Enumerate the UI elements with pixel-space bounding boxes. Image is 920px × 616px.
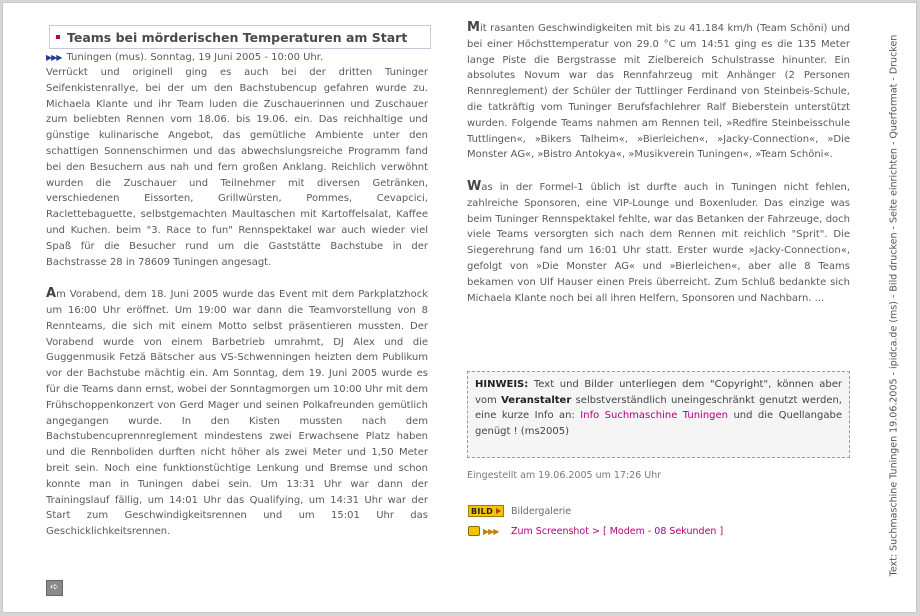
page-setup-link[interactable]: Seite einrichten — [888, 147, 900, 223]
dateline-text: Tuningen (mus). Sonntag, 19 Juni 2005 - 10:00 Uhr. — [66, 51, 324, 63]
info-link[interactable]: Info Suchmaschine Tuningen — [580, 410, 729, 421]
landscape-link[interactable]: Querformat — [888, 83, 900, 139]
notice-label: HINWEIS: — [475, 379, 529, 390]
separator: - — [888, 222, 900, 233]
notice-text: Text und Bilder unterliegen dem "Copyright", können aber vom — [475, 379, 842, 406]
bild-icon[interactable] — [468, 505, 504, 517]
notice-organizer: Veranstalter — [501, 394, 572, 406]
triple-arrow-icon: ▶▶▶ — [46, 52, 62, 62]
print-image-link[interactable]: Bild drucken — [888, 232, 900, 292]
separator: - — [888, 73, 900, 84]
paragraph: Was in der Formel-1 üblich ist durfte auch in Tuningen nicht fehlen, zahlreiche Sponsoren, eine VIP-Lounge und Boxenluder. Das einzige was beim Tuninger Rennspektakel fehlte, war das Betanken der Fahrzeuge, doch viele Teams versorgten sich nach dem Rennen mit reichlich "Sprit". Die Siegerehrung fand um 16:01 Uhr statt. Erster wurde »Jacky-Connection«, gefolgt von »Die Monster AG« und »Bierleichen«, aber alle 8 Teams bekamen von Ulf Hauser einen Preis überreicht. Zum Schluß bedankte sich Michaela Klante noch bei all ihren Helfern, Sponsoren und Nachbarn. ... — [467, 178, 850, 304]
print-link[interactable]: Drucken — [888, 34, 900, 74]
next-arrow-icon: ➪ — [50, 582, 59, 593]
paragraph: Am Vorabend, dem 18. Juni 2005 wurde das Event mit dem Parkplatzhock um 16:00 Uhr eröffnet. Um 19:00 war dann die Teamvorstellung von 8 Rennteams, die sich mit einem Motto selbst präsentieren mussten. Der Vorabend wurde von einem Barbetrieb umrahmt, DJ Alex und die Guggenmusik Fetzä Bätscher aus VS-Schwenningen heizten dem Publikum vor der Bachstube mächtig ein. Am Sonntag, dem 19. Juni 2005 wurde es für die Teams dann ernst, wobei der Sonntagmorgen um 10:00 Uhr mit dem Frühschoppenkonzert von Gerd Mager und seinen Polkafreunden gemütlich angegangen wurde. In den Kisten mussten nach dem Bachstubencuprennreglement mindestens zwei Erwachsene Platz haben und die Rennboliden durften nicht höher als zwei Meter und 1,50 Meter breit sein. Noch eine funktionstüchtige Lenkung und Bremse und schon konnte man in Tuningen dabei sein. Um 13:31 Uhr war dann der Trainingslauf fällig, um 14:01 Uhr das Qualifying, um 14:31 Uhr war der Start zum Geschwindigkeitsrennen und um 15:01 Uhr das Geschicklichkeitsrennen. — [46, 286, 428, 538]
posted-date: Eingestellt am 19.06.2005 um 17:26 Uhr — [467, 470, 662, 481]
article-left-column — [46, 50, 428, 556]
print-sidebar — [884, 10, 904, 600]
gallery-label[interactable]: Bildergalerie — [511, 505, 572, 517]
article-title: Teams bei mörderischen Temperaturen am Start — [67, 29, 408, 45]
bild-icon-label: BILD — [471, 506, 494, 516]
notice-text: und die Quellangabe genügt ! (ms2005) — [475, 410, 842, 437]
next-arrow-button[interactable] — [46, 580, 63, 596]
sidebar-text — [889, 34, 900, 576]
paragraph: Verrückt und originell ging es auch bei der dritten Tuninger Seifenkistenrallye, bei der um den Bachstubencup gefahren wurde zu. Michaela Klante und ihr Team luden die Zuschauerinnen und Zuschauer zum beliebten Rennen vom 18.06. bis 19.06. ein. Das reichhaltige und günstige kulinarische Angebot, das gemütliche Ambiente unter den schattigen Sonnenschirmen und das abwechslungsreiche Programm fand bei den Besuchern aus nah und fern großen Anklang. Reichlich verwöhnt wurden die Zuschauer und Teilnehmer mit diversen Getränken, verschiedenen Eissorten, Grillwürsten, Pommes, Cevapcici, Raclettebaguette, selbstgemachten Maultaschen mit Kartoffelsalat, Kaffee und Kuchen. beim "3. Race to fun" Rennspektakel war auch wieder viel Spaß für die Besucher rund um die Gaststätte Bachstube in der Bachstrasse 28 in 78609 Tuningen angesagt. — [46, 67, 428, 268]
credit-text: Text: Suchmaschine Tuningen 19.06.2005 - ipidca.de (ms) — [888, 300, 900, 576]
paragraph: Mit rasanten Geschwindigkeiten mit bis zu 41.184 km/h (Team Schöni) und bei einer Höchsttemperatur von 29.0 °C um 14:51 ging es die 135 Meter lange Piste die Bergstrasse mit Zielbereich Schulstrasse hinunter. Ein absolutes Novum war das Rennfahrzeug mit Anhänger (2 Personen Rennreglement) der Schüler der Tuttlinger Ferdinand von Steinbeis-Schule, die tatkräftig vom Tuninger Berufsfachlehrer Ralf Bieberstein unterstützt wurden. Folgende Teams nahmen am Rennen teil, »Redfire Steinbeisschule Tuttlingen«, »Bikers Talheim«, »Bierleichen«, »Jacky-Connection«, »Die Monster AG«, »Bistro Antokya«, »Musikverein Tuningen«, »Team Schöni«. — [467, 20, 850, 161]
separator: - — [888, 291, 900, 301]
camera-icon[interactable]: ▶▶▶ — [468, 525, 504, 537]
screenshot-row[interactable] — [468, 524, 723, 538]
screenshot-link[interactable]: Zum Screenshot > [ Modem - 08 Sekunden ] — [511, 525, 724, 537]
notice-text: selbstverständlich uneingeschränkt genutzt werden, eine kurze Info an: — [475, 394, 842, 421]
article-right-column — [467, 20, 850, 322]
bullet-icon — [56, 35, 60, 39]
separator: - — [888, 138, 900, 148]
article-title-box — [49, 25, 431, 49]
gallery-row[interactable] — [468, 504, 571, 518]
dateline — [46, 50, 428, 65]
copyright-notice — [467, 371, 850, 458]
